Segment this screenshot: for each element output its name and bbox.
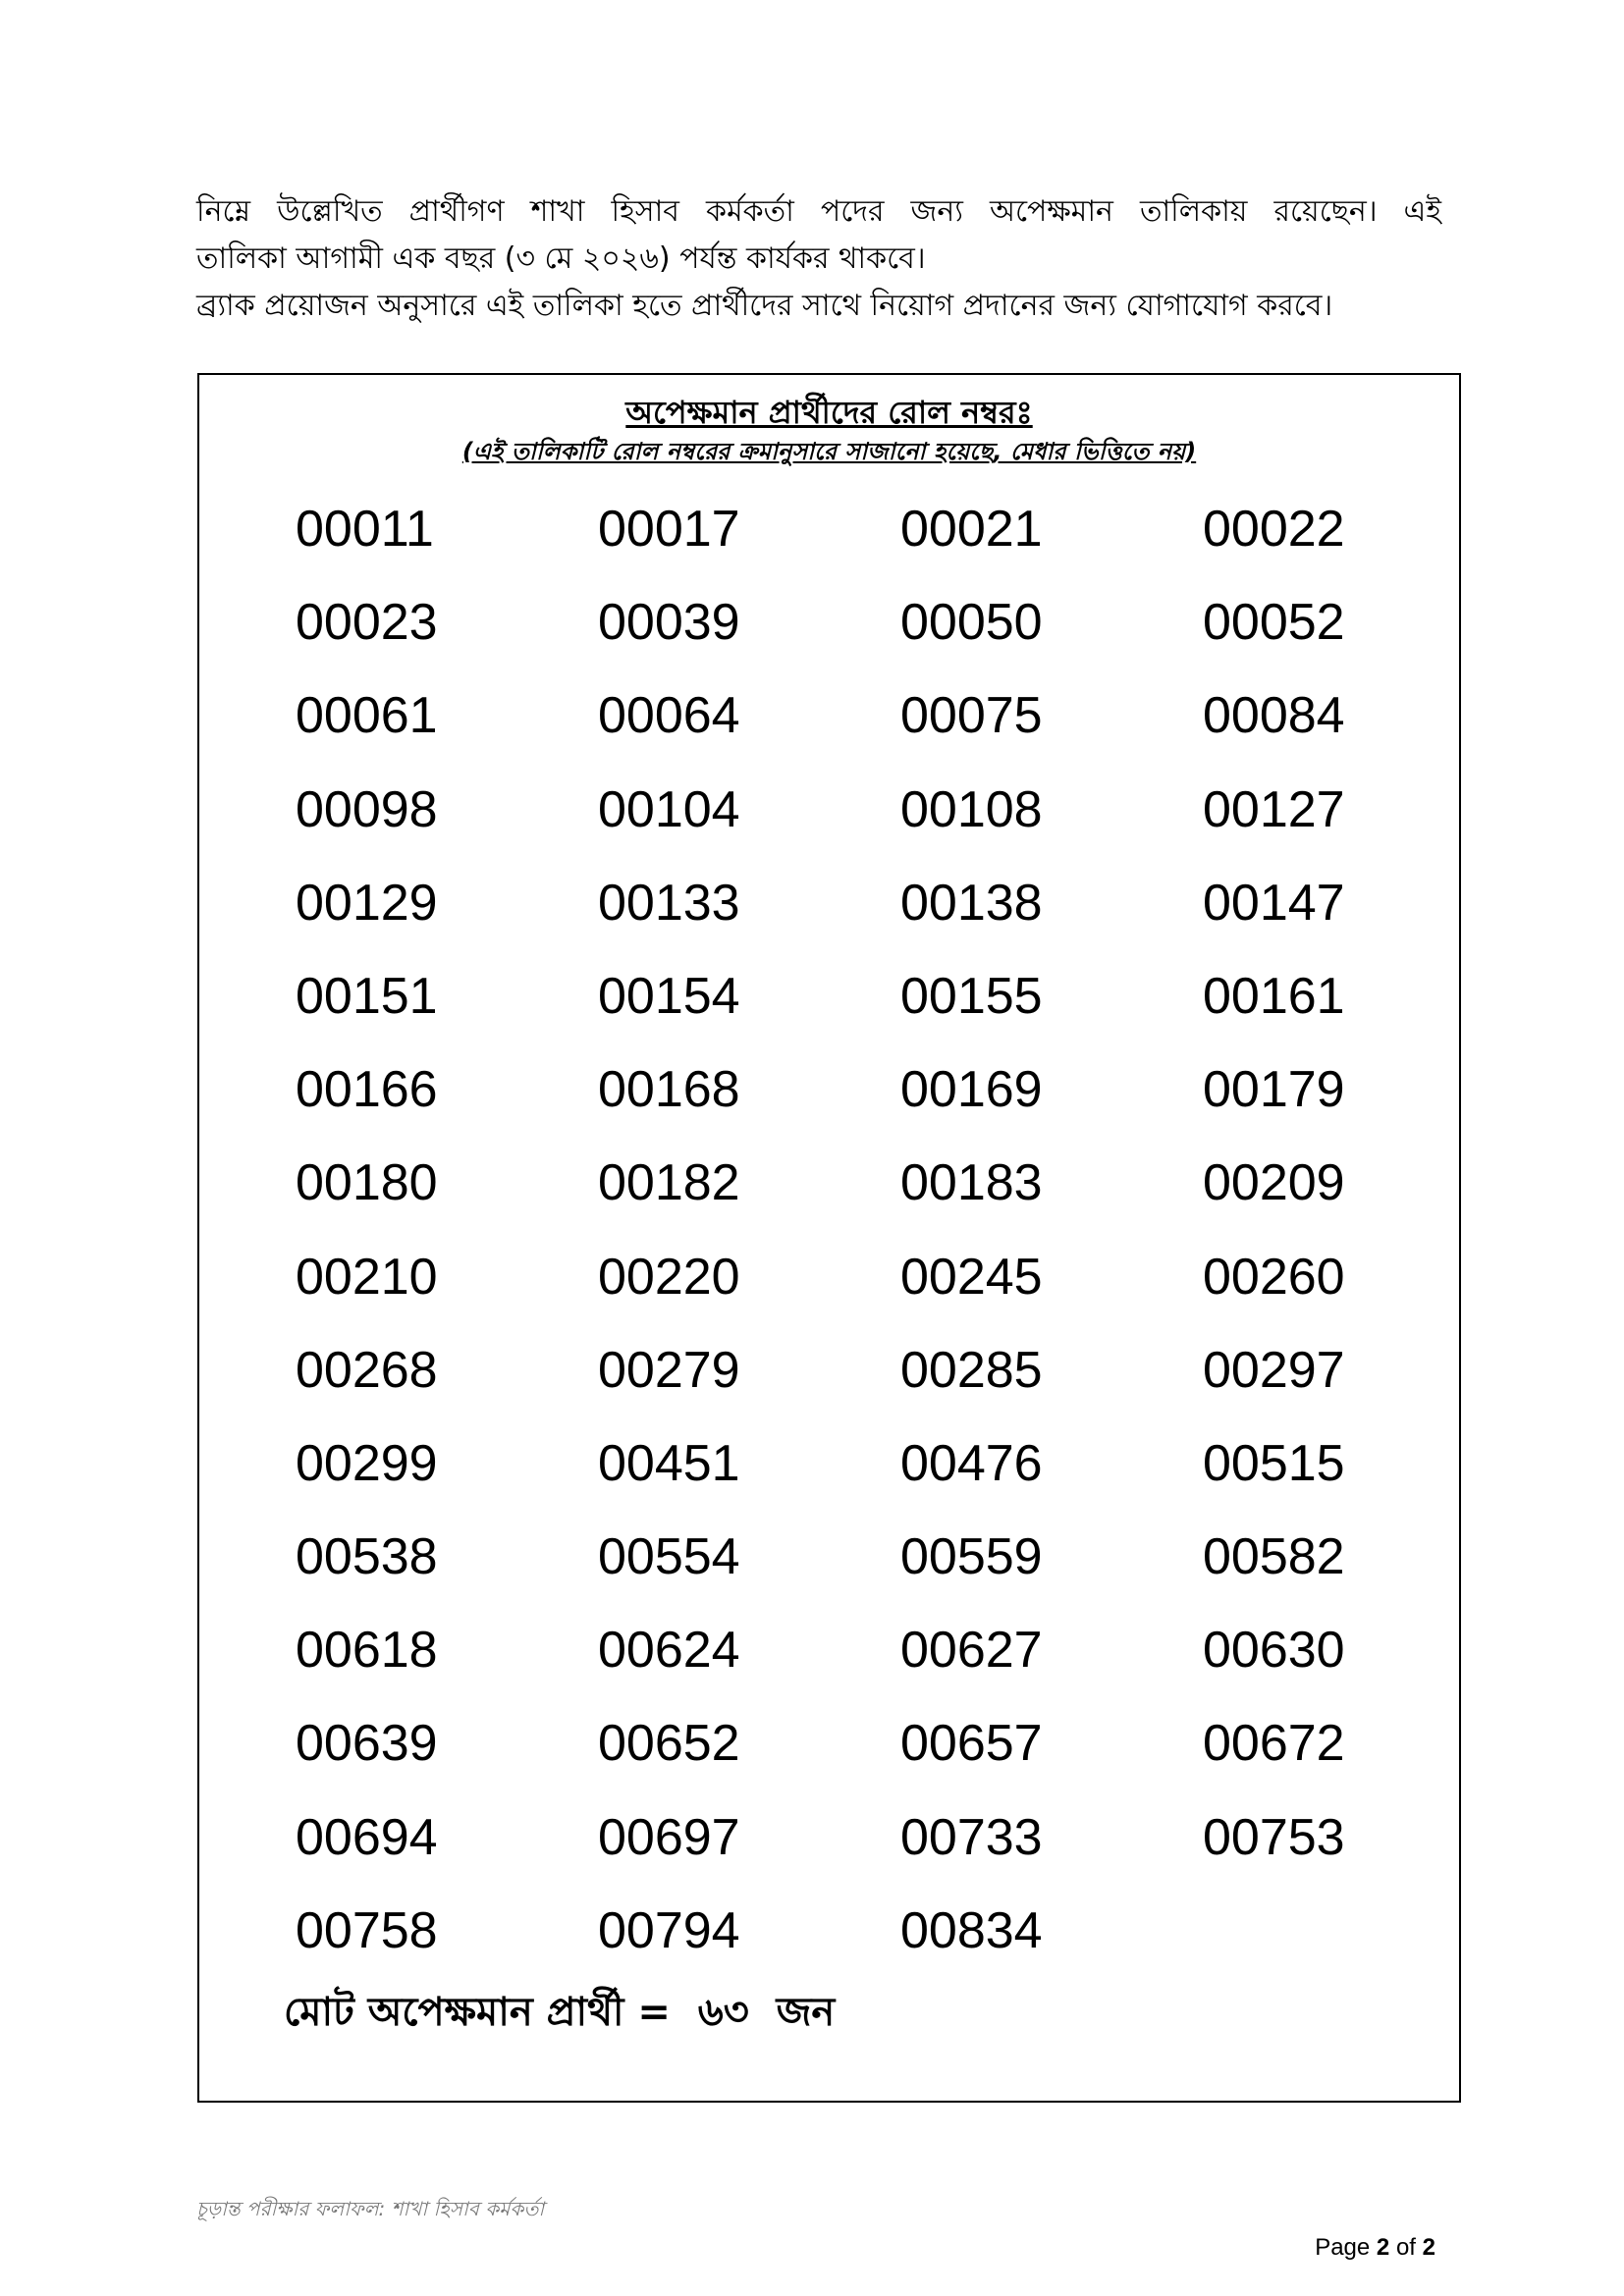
page-current: 2 xyxy=(1376,2234,1390,2261)
roll-number: 00022 xyxy=(1203,501,1345,558)
roll-number: 00639 xyxy=(296,1715,438,1773)
roll-number: 00285 xyxy=(900,1341,1043,1399)
intro-line-1: নিম্নে উল্লেখিত প্রার্থীগণ শাখা হিসাব কর্মকর্তা পদের জন্য অপেক্ষমান তালিকায় রয়েছেন। এই xyxy=(196,194,1441,229)
roll-number: 00834 xyxy=(900,1901,1043,1959)
roll-number: 00147 xyxy=(1203,874,1345,932)
roll-number: 00133 xyxy=(598,874,740,932)
roll-number: 00084 xyxy=(1203,687,1345,745)
roll-number: 00168 xyxy=(598,1061,740,1119)
roll-number: 00299 xyxy=(296,1434,438,1492)
total-waiting-count xyxy=(284,1985,835,2040)
roll-number: 00451 xyxy=(598,1434,740,1492)
intro-paragraph xyxy=(196,188,1441,330)
roll-number: 00061 xyxy=(296,687,438,745)
roll-number: 00245 xyxy=(900,1248,1043,1306)
page-prefix: Page xyxy=(1315,2234,1371,2261)
roll-number: 00179 xyxy=(1203,1061,1345,1119)
roll-number-grid xyxy=(296,483,1513,1978)
roll-number: 00154 xyxy=(598,967,740,1025)
roll-number: 00652 xyxy=(598,1715,740,1773)
roll-number: 00476 xyxy=(900,1434,1043,1492)
roll-number: 00180 xyxy=(296,1154,438,1212)
roll-number: 00268 xyxy=(296,1341,438,1399)
page-number xyxy=(1315,2234,1435,2262)
page-of: of xyxy=(1395,2234,1416,2261)
roll-number: 00627 xyxy=(900,1622,1043,1680)
roll-number: 00023 xyxy=(296,594,438,652)
roll-number: 00075 xyxy=(900,687,1043,745)
roll-number: 00758 xyxy=(296,1901,438,1959)
waiting-list-title: অপেক্ষমান প্রার্থীদের রোল নম্বরঃ xyxy=(625,394,1033,431)
roll-number: 00129 xyxy=(296,874,438,932)
roll-number: 00210 xyxy=(296,1248,438,1306)
intro-line-2: তালিকা আগামী এক বছর (৩ মে ২০২৬) পর্যন্ত কার্যকর থাকবে। xyxy=(196,241,926,276)
roll-number: 00220 xyxy=(598,1248,740,1306)
roll-number: 00182 xyxy=(598,1154,740,1212)
roll-number: 00697 xyxy=(598,1808,740,1866)
roll-number: 00155 xyxy=(900,967,1043,1025)
roll-number: 00138 xyxy=(900,874,1043,932)
roll-number: 00694 xyxy=(296,1808,438,1866)
roll-number: 00794 xyxy=(598,1901,740,1959)
roll-number: 00582 xyxy=(1203,1528,1345,1586)
roll-number: 00624 xyxy=(598,1622,740,1680)
roll-number: 00017 xyxy=(598,501,740,558)
roll-number: 00260 xyxy=(1203,1248,1345,1306)
roll-number: 00753 xyxy=(1203,1808,1345,1866)
roll-number: 00052 xyxy=(1203,594,1345,652)
roll-number: 00183 xyxy=(900,1154,1043,1212)
roll-number: 00127 xyxy=(1203,780,1345,838)
waiting-list-box xyxy=(197,373,1461,2103)
roll-number: 00554 xyxy=(598,1528,740,1586)
roll-number: 00108 xyxy=(900,780,1043,838)
roll-number: 00618 xyxy=(296,1622,438,1680)
footer-note: চূড়ান্ত পরীক্ষার ফলাফল: শাখা হিসাব কর্মকর্তা xyxy=(196,2197,545,2220)
roll-number: 00630 xyxy=(1203,1622,1345,1680)
roll-number: 00515 xyxy=(1203,1434,1345,1492)
roll-number: 00209 xyxy=(1203,1154,1345,1212)
roll-number: 00672 xyxy=(1203,1715,1345,1773)
roll-number: 00064 xyxy=(598,687,740,745)
waiting-list-subtitle: (এই তালিকাটি রোল নম্বরের ক্রমানুসারে সাজানো হয়েছে, মেধার ভিত্তিতে নয়) xyxy=(461,438,1197,465)
roll-number: 00169 xyxy=(900,1061,1043,1119)
roll-number: 00050 xyxy=(900,594,1043,652)
roll-number: 00104 xyxy=(598,780,740,838)
roll-number: 00297 xyxy=(1203,1341,1345,1399)
roll-number: 00011 xyxy=(296,501,434,558)
roll-number: 00657 xyxy=(900,1715,1043,1773)
roll-number: 00166 xyxy=(296,1061,438,1119)
roll-number: 00151 xyxy=(296,967,438,1025)
total-unit: জন xyxy=(776,1990,836,2035)
total-value: ৬৩ xyxy=(697,1990,749,2035)
roll-number: 00279 xyxy=(598,1341,740,1399)
roll-number: 00733 xyxy=(900,1808,1043,1866)
roll-number: 00021 xyxy=(900,501,1043,558)
intro-line-3: ব্র্যাক প্রয়োজন অনুসারে এই তালিকা হতে প্রার্থীদের সাথে নিয়োগ প্রদানের জন্য যোগাযোগ করবে। xyxy=(196,289,1333,323)
roll-number: 00039 xyxy=(598,594,740,652)
roll-number: 00559 xyxy=(900,1528,1043,1586)
total-label: মোট অপেক্ষমান প্রার্থী = xyxy=(284,1990,671,2035)
roll-number: 00098 xyxy=(296,780,438,838)
roll-number: 00538 xyxy=(296,1528,438,1586)
roll-number: 00161 xyxy=(1203,967,1345,1025)
page-total: 2 xyxy=(1422,2234,1435,2261)
